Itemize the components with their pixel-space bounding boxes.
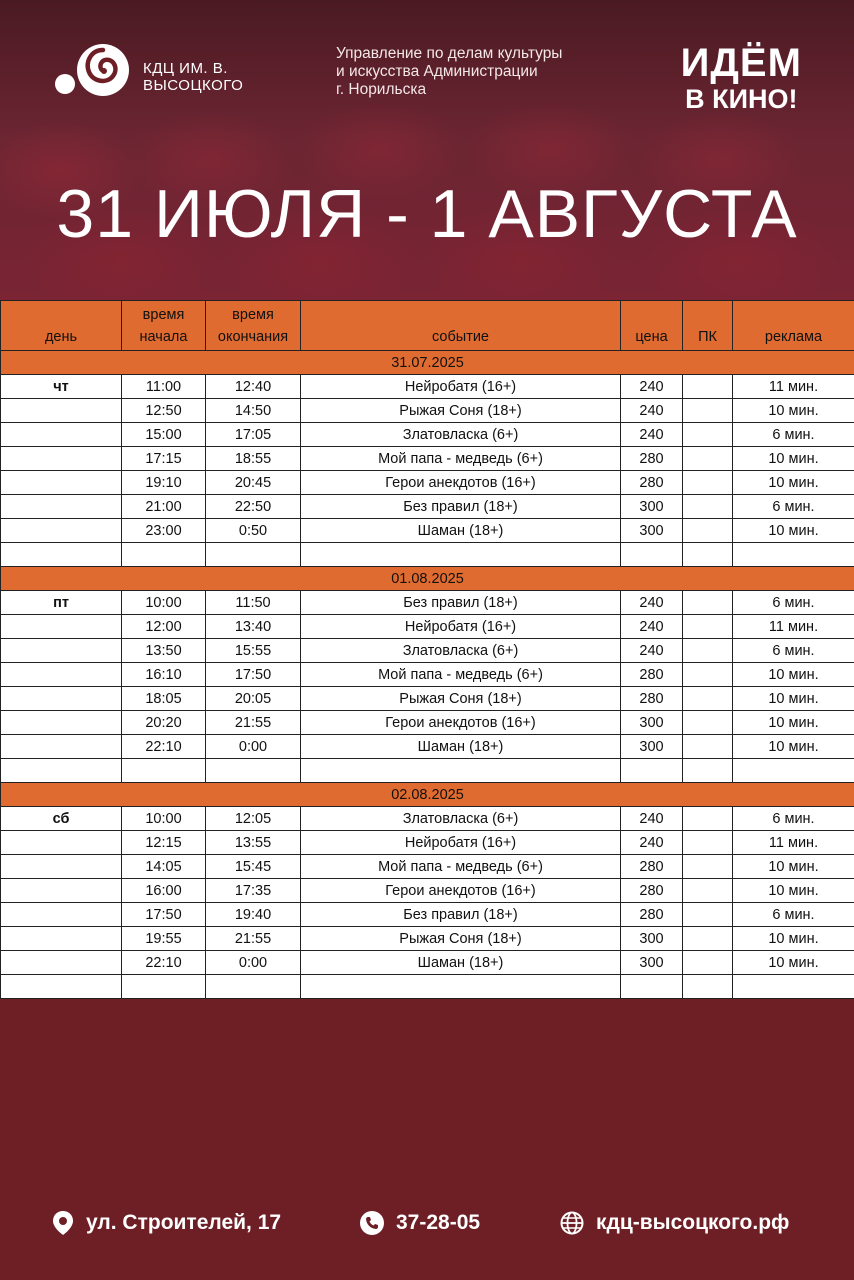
event-cell: Мой папа - медведь (6+) bbox=[301, 447, 621, 471]
logo-text bbox=[143, 60, 243, 94]
ads-cell: 10 мин. bbox=[733, 927, 854, 951]
ads-cell: 11 мин. bbox=[733, 831, 854, 855]
phone-text: 37-28-05 bbox=[396, 1211, 481, 1234]
day-cell bbox=[1, 879, 122, 903]
price-cell: 280 bbox=[621, 447, 683, 471]
day-cell bbox=[1, 663, 122, 687]
start-time-cell: 16:10 bbox=[122, 663, 206, 687]
event-cell: Нейробатя (16+) bbox=[301, 831, 621, 855]
start-time-cell: 15:00 bbox=[122, 423, 206, 447]
price-cell: 300 bbox=[621, 519, 683, 543]
pk-cell bbox=[683, 495, 733, 519]
pk-cell bbox=[683, 855, 733, 879]
start-time-cell: 11:00 bbox=[122, 375, 206, 399]
ads-cell: 10 мин. bbox=[733, 951, 854, 975]
price-cell: 280 bbox=[621, 471, 683, 495]
empty-cell bbox=[301, 975, 621, 999]
empty-cell bbox=[733, 975, 854, 999]
pk-cell bbox=[683, 447, 733, 471]
ads-cell: 6 мин. bbox=[733, 807, 854, 831]
ads-cell: 10 мин. bbox=[733, 855, 854, 879]
day-cell bbox=[1, 951, 122, 975]
pk-cell bbox=[683, 687, 733, 711]
start-time-cell: 12:00 bbox=[122, 615, 206, 639]
ads-cell: 10 мин. bbox=[733, 711, 854, 735]
start-time-cell: 10:00 bbox=[122, 591, 206, 615]
table-row bbox=[1, 711, 854, 735]
pk-cell bbox=[683, 831, 733, 855]
empty-cell bbox=[733, 759, 854, 783]
event-cell: Без правил (18+) bbox=[301, 591, 621, 615]
date-separator-row bbox=[1, 567, 854, 591]
pk-cell bbox=[683, 375, 733, 399]
day-cell bbox=[1, 711, 122, 735]
org-line-3: г. Норильска bbox=[336, 81, 427, 98]
table-row bbox=[1, 519, 854, 543]
ads-cell: 10 мин. bbox=[733, 399, 854, 423]
logo bbox=[55, 42, 243, 98]
start-time-cell: 17:15 bbox=[122, 447, 206, 471]
pk-cell bbox=[683, 879, 733, 903]
date-separator: 01.08.2025 bbox=[1, 567, 854, 591]
price-cell: 240 bbox=[621, 831, 683, 855]
empty-cell bbox=[301, 543, 621, 567]
end-time-cell: 14:50 bbox=[206, 399, 301, 423]
event-cell: Без правил (18+) bbox=[301, 903, 621, 927]
date-separator-row bbox=[1, 783, 854, 807]
slogan-line-2: В КИНО! bbox=[685, 84, 798, 114]
ads-cell: 10 мин. bbox=[733, 879, 854, 903]
event-cell: Шаман (18+) bbox=[301, 951, 621, 975]
event-cell: Герои анекдотов (16+) bbox=[301, 711, 621, 735]
price-cell: 240 bbox=[621, 399, 683, 423]
ads-cell: 6 мин. bbox=[733, 423, 854, 447]
col-header-end: время окончания bbox=[206, 301, 301, 351]
empty-cell bbox=[683, 759, 733, 783]
pk-cell bbox=[683, 399, 733, 423]
start-time-cell: 12:15 bbox=[122, 831, 206, 855]
start-time-cell: 13:50 bbox=[122, 639, 206, 663]
end-time-cell: 0:00 bbox=[206, 735, 301, 759]
ads-cell: 6 мин. bbox=[733, 639, 854, 663]
table-row bbox=[1, 927, 854, 951]
pk-cell bbox=[683, 903, 733, 927]
day-cell bbox=[1, 855, 122, 879]
event-cell: Мой папа - медведь (6+) bbox=[301, 663, 621, 687]
day-cell bbox=[1, 399, 122, 423]
ads-cell: 10 мин. bbox=[733, 735, 854, 759]
event-cell: Нейробатя (16+) bbox=[301, 375, 621, 399]
col-header-day: день bbox=[1, 301, 122, 351]
empty-cell bbox=[683, 975, 733, 999]
price-cell: 240 bbox=[621, 807, 683, 831]
end-time-cell: 15:55 bbox=[206, 639, 301, 663]
date-range-title: 31 ИЮЛЯ - 1 АВГУСТА bbox=[56, 176, 798, 252]
pk-cell bbox=[683, 423, 733, 447]
table-row bbox=[1, 903, 854, 927]
end-time-cell: 0:00 bbox=[206, 951, 301, 975]
ads-cell: 10 мин. bbox=[733, 687, 854, 711]
pk-cell bbox=[683, 951, 733, 975]
col-header-ads: реклама bbox=[733, 301, 854, 351]
empty-cell bbox=[621, 975, 683, 999]
org-line-2: и искусства Администрации bbox=[336, 63, 538, 80]
pk-cell bbox=[683, 615, 733, 639]
start-time-cell: 16:00 bbox=[122, 879, 206, 903]
empty-row bbox=[1, 543, 854, 567]
price-cell: 240 bbox=[621, 375, 683, 399]
event-cell: Шаман (18+) bbox=[301, 519, 621, 543]
event-cell: Златовласка (6+) bbox=[301, 639, 621, 663]
event-cell: Без правил (18+) bbox=[301, 495, 621, 519]
start-time-cell: 22:10 bbox=[122, 951, 206, 975]
table-row bbox=[1, 447, 854, 471]
organization-name bbox=[336, 45, 562, 99]
table-row bbox=[1, 399, 854, 423]
pk-cell bbox=[683, 807, 733, 831]
ads-cell: 10 мин. bbox=[733, 471, 854, 495]
footer-phone[interactable] bbox=[360, 1208, 480, 1238]
start-time-cell: 10:00 bbox=[122, 807, 206, 831]
end-time-cell: 17:05 bbox=[206, 423, 301, 447]
day-cell bbox=[1, 615, 122, 639]
empty-cell bbox=[301, 759, 621, 783]
price-cell: 300 bbox=[621, 927, 683, 951]
pk-cell bbox=[683, 663, 733, 687]
price-cell: 240 bbox=[621, 591, 683, 615]
start-time-cell: 20:20 bbox=[122, 711, 206, 735]
end-time-cell: 15:45 bbox=[206, 855, 301, 879]
price-cell: 280 bbox=[621, 879, 683, 903]
empty-cell bbox=[122, 975, 206, 999]
price-cell: 240 bbox=[621, 639, 683, 663]
end-time-cell: 12:05 bbox=[206, 807, 301, 831]
ads-cell: 6 мин. bbox=[733, 591, 854, 615]
pk-cell bbox=[683, 711, 733, 735]
ads-cell: 6 мин. bbox=[733, 495, 854, 519]
schedule-body bbox=[1, 351, 854, 999]
end-time-cell: 11:50 bbox=[206, 591, 301, 615]
empty-cell bbox=[621, 543, 683, 567]
empty-cell bbox=[683, 543, 733, 567]
pk-cell bbox=[683, 927, 733, 951]
day-cell bbox=[1, 639, 122, 663]
location-pin-icon bbox=[52, 1210, 74, 1236]
pk-cell bbox=[683, 735, 733, 759]
empty-row bbox=[1, 759, 854, 783]
ads-cell: 6 мин. bbox=[733, 903, 854, 927]
event-cell: Рыжая Соня (18+) bbox=[301, 927, 621, 951]
table-row bbox=[1, 879, 854, 903]
price-cell: 280 bbox=[621, 663, 683, 687]
day-cell bbox=[1, 423, 122, 447]
price-cell: 280 bbox=[621, 855, 683, 879]
footer-website[interactable] bbox=[560, 1208, 789, 1238]
empty-cell bbox=[621, 759, 683, 783]
end-time-cell: 21:55 bbox=[206, 927, 301, 951]
day-cell bbox=[1, 831, 122, 855]
slogan bbox=[681, 42, 802, 114]
table-row bbox=[1, 951, 854, 975]
ads-cell: 10 мин. bbox=[733, 519, 854, 543]
header-banner bbox=[0, 0, 854, 300]
table-row bbox=[1, 663, 854, 687]
website-text: кдц-высоцкого.рф bbox=[596, 1211, 790, 1234]
date-separator-row bbox=[1, 351, 854, 375]
start-time-cell: 19:55 bbox=[122, 927, 206, 951]
end-time-cell: 19:40 bbox=[206, 903, 301, 927]
table-row bbox=[1, 423, 854, 447]
day-cell bbox=[1, 495, 122, 519]
table-row bbox=[1, 735, 854, 759]
start-time-cell: 18:05 bbox=[122, 687, 206, 711]
end-time-cell: 13:55 bbox=[206, 831, 301, 855]
date-separator: 02.08.2025 bbox=[1, 783, 854, 807]
empty-cell bbox=[1, 543, 122, 567]
start-time-cell: 23:00 bbox=[122, 519, 206, 543]
table-row bbox=[1, 495, 854, 519]
end-time-cell: 22:50 bbox=[206, 495, 301, 519]
table-row bbox=[1, 807, 854, 831]
footer-address bbox=[52, 1208, 281, 1238]
end-time-cell: 17:50 bbox=[206, 663, 301, 687]
start-time-cell: 21:00 bbox=[122, 495, 206, 519]
col-header-event: событие bbox=[301, 301, 621, 351]
table-row bbox=[1, 855, 854, 879]
start-time-cell: 19:10 bbox=[122, 471, 206, 495]
event-cell: Златовласка (6+) bbox=[301, 807, 621, 831]
ads-cell: 11 мин. bbox=[733, 375, 854, 399]
pk-cell bbox=[683, 639, 733, 663]
day-cell: чт bbox=[1, 375, 122, 399]
table-row bbox=[1, 639, 854, 663]
table-row bbox=[1, 687, 854, 711]
start-time-cell: 12:50 bbox=[122, 399, 206, 423]
logo-icon bbox=[55, 42, 135, 98]
end-time-cell: 12:40 bbox=[206, 375, 301, 399]
table-row bbox=[1, 375, 854, 399]
table-row bbox=[1, 591, 854, 615]
day-cell bbox=[1, 687, 122, 711]
empty-cell bbox=[122, 759, 206, 783]
footer bbox=[0, 1208, 854, 1238]
empty-cell bbox=[206, 543, 301, 567]
event-cell: Рыжая Соня (18+) bbox=[301, 399, 621, 423]
logo-line-1: КДЦ ИМ. В. bbox=[143, 60, 228, 77]
end-time-cell: 17:35 bbox=[206, 879, 301, 903]
start-time-cell: 22:10 bbox=[122, 735, 206, 759]
end-time-cell: 20:45 bbox=[206, 471, 301, 495]
price-cell: 300 bbox=[621, 735, 683, 759]
event-cell: Мой папа - медведь (6+) bbox=[301, 855, 621, 879]
price-cell: 280 bbox=[621, 903, 683, 927]
empty-cell bbox=[206, 759, 301, 783]
day-cell: пт bbox=[1, 591, 122, 615]
end-time-cell: 20:05 bbox=[206, 687, 301, 711]
table-header-row bbox=[1, 301, 854, 351]
price-cell: 300 bbox=[621, 711, 683, 735]
end-time-cell: 18:55 bbox=[206, 447, 301, 471]
event-cell: Златовласка (6+) bbox=[301, 423, 621, 447]
start-time-cell: 17:50 bbox=[122, 903, 206, 927]
empty-cell bbox=[1, 975, 122, 999]
ads-cell: 11 мин. bbox=[733, 615, 854, 639]
date-separator: 31.07.2025 bbox=[1, 351, 854, 375]
event-cell: Герои анекдотов (16+) bbox=[301, 471, 621, 495]
schedule-table bbox=[0, 300, 854, 999]
ads-cell: 10 мин. bbox=[733, 663, 854, 687]
price-cell: 240 bbox=[621, 423, 683, 447]
empty-cell bbox=[206, 975, 301, 999]
col-header-pk: ПК bbox=[683, 301, 733, 351]
price-cell: 300 bbox=[621, 495, 683, 519]
event-cell: Рыжая Соня (18+) bbox=[301, 687, 621, 711]
end-time-cell: 21:55 bbox=[206, 711, 301, 735]
day-cell bbox=[1, 471, 122, 495]
day-cell bbox=[1, 447, 122, 471]
start-time-cell: 14:05 bbox=[122, 855, 206, 879]
day-cell bbox=[1, 735, 122, 759]
col-header-price: цена bbox=[621, 301, 683, 351]
logo-line-2: ВЫСОЦКОГО bbox=[143, 77, 244, 94]
table-row bbox=[1, 831, 854, 855]
pk-cell bbox=[683, 519, 733, 543]
day-cell bbox=[1, 519, 122, 543]
col-header-start: время начала bbox=[122, 301, 206, 351]
org-line-1: Управление по делам культуры bbox=[336, 45, 563, 62]
day-cell: сб bbox=[1, 807, 122, 831]
end-time-cell: 0:50 bbox=[206, 519, 301, 543]
globe-icon bbox=[560, 1211, 584, 1235]
pk-cell bbox=[683, 591, 733, 615]
empty-cell bbox=[1, 759, 122, 783]
event-cell: Герои анекдотов (16+) bbox=[301, 879, 621, 903]
ads-cell: 10 мин. bbox=[733, 447, 854, 471]
address-text: ул. Строителей, 17 bbox=[86, 1211, 282, 1234]
event-cell: Шаман (18+) bbox=[301, 735, 621, 759]
empty-cell bbox=[733, 543, 854, 567]
end-time-cell: 13:40 bbox=[206, 615, 301, 639]
table-row bbox=[1, 615, 854, 639]
empty-cell bbox=[122, 543, 206, 567]
phone-icon bbox=[360, 1211, 384, 1235]
empty-row bbox=[1, 975, 854, 999]
pk-cell bbox=[683, 471, 733, 495]
price-cell: 240 bbox=[621, 615, 683, 639]
price-cell: 280 bbox=[621, 687, 683, 711]
day-cell bbox=[1, 903, 122, 927]
slogan-line-1: ИДЁМ bbox=[680, 41, 802, 85]
event-cell: Нейробатя (16+) bbox=[301, 615, 621, 639]
day-cell bbox=[1, 927, 122, 951]
table-row bbox=[1, 471, 854, 495]
price-cell: 300 bbox=[621, 951, 683, 975]
